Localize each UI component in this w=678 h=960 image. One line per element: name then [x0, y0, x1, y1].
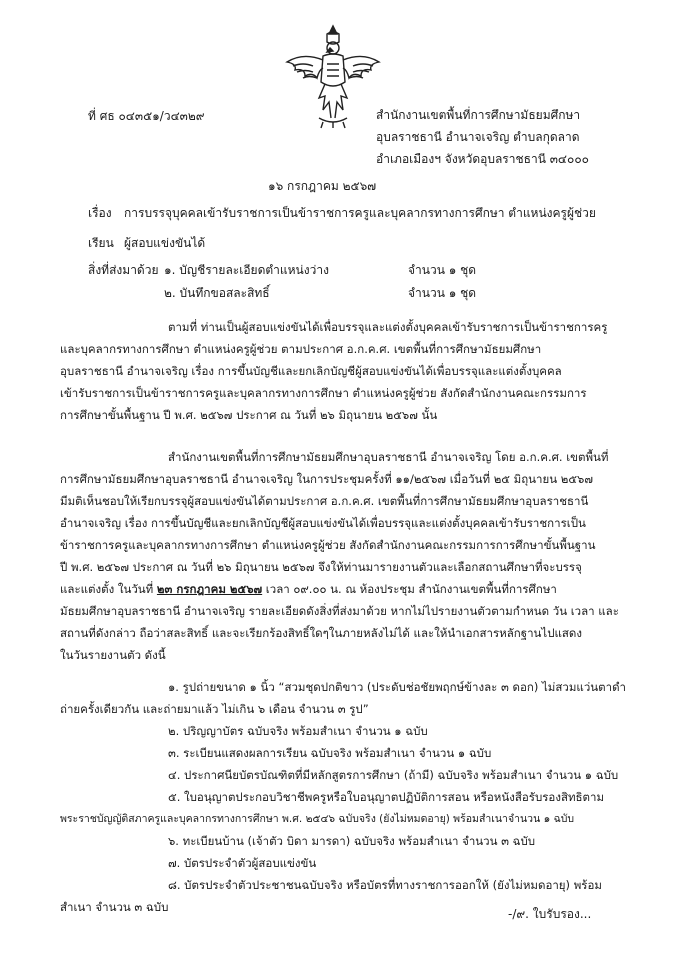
list-item-continuation: พระราชบัญญัติสภาครูและบุคลากรทางการศึกษา พ.ศ. ๒๕๔๖ ฉบับจริง (ยังไม่หมดอายุ) พร้อมสำเนาจำนวน ๑ ฉบับ — [60, 813, 575, 825]
subject-label: เรื่อง — [88, 206, 112, 220]
continuation-marker: -/๙. ใบรับรอง... — [508, 907, 592, 921]
report-date-prefix: และแต่งตั้ง ในวันที่ — [60, 582, 157, 596]
issuer-address — [376, 104, 589, 170]
report-date: ๒๓ กรกฎาคม ๒๕๖๗ — [156, 582, 263, 596]
paragraph-line: อำนาจเจริญ เรื่อง การขึ้นบัญชีและยกเลิกบัญชีผู้สอบแข่งขันได้เพื่อบรรจุและแต่งตั้งบุคคลเข้ารับราชการเป็น — [60, 516, 586, 530]
enclosures-label: สิ่งที่ส่งมาด้วย — [88, 263, 159, 277]
paragraph-line: เข้ารับราชการเป็นข้าราชการครูและบุคลากรทางการศึกษา ตำแหน่งครูผู้ช่วย สังกัดสำนักงานคณะกรรมการ — [60, 386, 587, 400]
list-item: ๑. รูปถ่ายขนาด ๑ นิ้ว “สวมชุดปกติขาว (ประดับช่อชัยพฤกษ์ข้างละ ๓ ดอก) ไม่สวมแว่นตาดำ — [168, 680, 626, 694]
list-item: ๗. บัตรประจำตัวผู้สอบแข่งขัน — [168, 856, 317, 870]
paragraph-line: สำนักงานเขตพื้นที่การศึกษามัธยมศึกษาอุบลราชธานี อำนาจเจริญ โดย อ.ก.ค.ศ. เขตพื้นที่ — [168, 450, 609, 464]
paragraph-line: มีมติเห็นชอบให้เรียกบรรจุผู้สอบแข่งขันได้ตามประกาศ อ.ก.ค.ศ. เขตพื้นที่การศึกษามัธยมศึกษาอุบลราชธานี — [60, 494, 589, 508]
paragraph-instruction — [60, 446, 620, 666]
enclosure-qty: จำนวน ๑ ชุด — [408, 286, 477, 300]
report-date-line — [60, 578, 620, 600]
issuer-line: อำเภอเมืองฯ จังหวัดอุบลราชธานี ๓๔๐๐๐ — [376, 152, 589, 166]
list-item: ๘. บัตรประจำตัวประชาชนฉบับจริง หรือบัตรที่ทางราชการออกให้ (ยังไม่หมดอายุ) พร้อม — [168, 878, 602, 892]
paragraph-line: และบุคลากรทางการศึกษา ตำแหน่งครูผู้ช่วย ตามประกาศ อ.ก.ค.ศ. เขตพื้นที่การศึกษามัธยมศึกษา — [60, 342, 542, 356]
list-item: ๒. ปริญญาบัตร ฉบับจริง พร้อมสำเนา จำนวน ๑ ฉบับ — [168, 724, 428, 738]
enclosure-item: ๑. บัญชีรายละเอียดตำแหน่งว่าง — [164, 263, 329, 277]
required-documents-list — [60, 676, 626, 918]
recipient-label: เรียน — [88, 236, 114, 250]
list-item: ๓. ระเบียนแสดงผลการเรียน ฉบับจริง พร้อมสำเนา จำนวน ๑ ฉบับ — [168, 746, 492, 760]
enclosure-item: ๒. บันทึกขอสละสิทธิ์ — [164, 286, 270, 300]
enclosure-qty: จำนวน ๑ ชุด — [408, 263, 477, 277]
recipient-text: ผู้สอบแข่งขันได้ — [124, 236, 206, 250]
list-item: ๔. ประกาศนียบัตรบัณฑิตที่มีหลักสูตรการศึกษา (ถ้ามี) ฉบับจริง พร้อมสำเนา จำนวน ๑ ฉบับ — [168, 768, 619, 782]
document-number: ที่ ศธ ๐๔๓๕๑/ว๔๓๒๙ — [88, 109, 205, 123]
paragraph-line: การศึกษาขั้นพื้นฐาน ปี พ.ศ. ๒๕๖๗ ประกาศ ณ วันที่ ๒๖ มิถุนายน ๒๕๖๗ นั้น — [60, 408, 438, 422]
paragraph-reference — [60, 316, 620, 426]
paragraph-line: มัธยมศึกษาอุบลราชธานี อำนาจเจริญ รายละเอียดดังสิ่งที่ส่งมาด้วย หากไม่ไปรายงานตัวตามกำหนด วัน เวลา และ — [60, 604, 619, 618]
list-item-continuation: สำเนา จำนวน ๓ ฉบับ — [60, 900, 169, 914]
list-item: ๕. ใบอนุญาตประกอบวิชาชีพครูหรือใบอนุญาตปฏิบัติการสอน หรือหนังสือรับรองสิทธิตาม — [168, 790, 605, 804]
issuer-line: อุบลราชธานี อำนาจเจริญ ตำบลกุดลาด — [376, 130, 580, 144]
issuer-line: สำนักงานเขตพื้นที่การศึกษามัธยมศึกษา — [376, 108, 581, 122]
garuda-emblem-icon — [283, 22, 383, 130]
paragraph-line: สถานที่ดังกล่าว ถือว่าสละสิทธิ์ และจะเรียกร้องสิทธิ์ใดๆในภายหลังไม่ได้ และให้นำเอกสารหลักฐานไปแสดง — [60, 626, 583, 640]
paragraph-line: อุบลราชธานี อำนาจเจริญ เรื่อง การขึ้นบัญชีและยกเลิกบัญชีผู้สอบแข่งขันได้เพื่อบรรจุและแต่งตั้งบุคคล — [60, 364, 562, 378]
list-item-continuation: ถ่ายครั้งเดียวกัน และถ่ายมาแล้ว ไม่เกิน ๖ เดือน จำนวน ๓ รูป” — [60, 702, 369, 716]
paragraph-line: ในวันรายงานตัว ดังนี้ — [60, 648, 166, 662]
paragraph-line: การศึกษามัธยมศึกษาอุบลราชธานี อำนาจเจริญ ในการประชุมครั้งที่ ๑๑/๒๕๖๗ เมื่อวันที่ ๒๕ มิถุนายน ๒๕๖๗ — [60, 472, 593, 486]
list-item: ๖. ทะเบียนบ้าน (เจ้าตัว บิดา มารดา) ฉบับจริง พร้อมสำเนา จำนวน ๓ ฉบับ — [168, 834, 536, 848]
document-date: ๑๖ กรกฎาคม ๒๕๖๗ — [268, 179, 377, 193]
paragraph-line: ปี พ.ศ. ๒๕๖๗ ประกาศ ณ วันที่ ๒๖ มิถุนายน ๒๕๖๗ จึงให้ท่านมารายงานตัวและเลือกสถานศึกษาที่จะบรรจุ — [60, 560, 582, 574]
paragraph-line: ข้าราชการครูและบุคลากรทางการศึกษา ตำแหน่งครูผู้ช่วย สังกัดสำนักงานคณะกรรมการการศึกษาขั้นพื้นฐาน — [60, 538, 596, 552]
paragraph-line: ตามที่ ท่านเป็นผู้สอบแข่งขันได้เพื่อบรรจุและแต่งตั้งบุคคลเข้ารับราชการเป็นข้าราชการครู — [168, 320, 608, 334]
report-date-suffix: เวลา ๐๙.๐๐ น. ณ ห้องประชุม สำนักงานเขตพื้นที่การศึกษา — [262, 582, 557, 596]
subject-text: การบรรจุบุคคลเข้ารับราชการเป็นข้าราชการครูและบุคลากรทางการศึกษา ตำแหน่งครูผู้ช่วย — [124, 206, 596, 220]
